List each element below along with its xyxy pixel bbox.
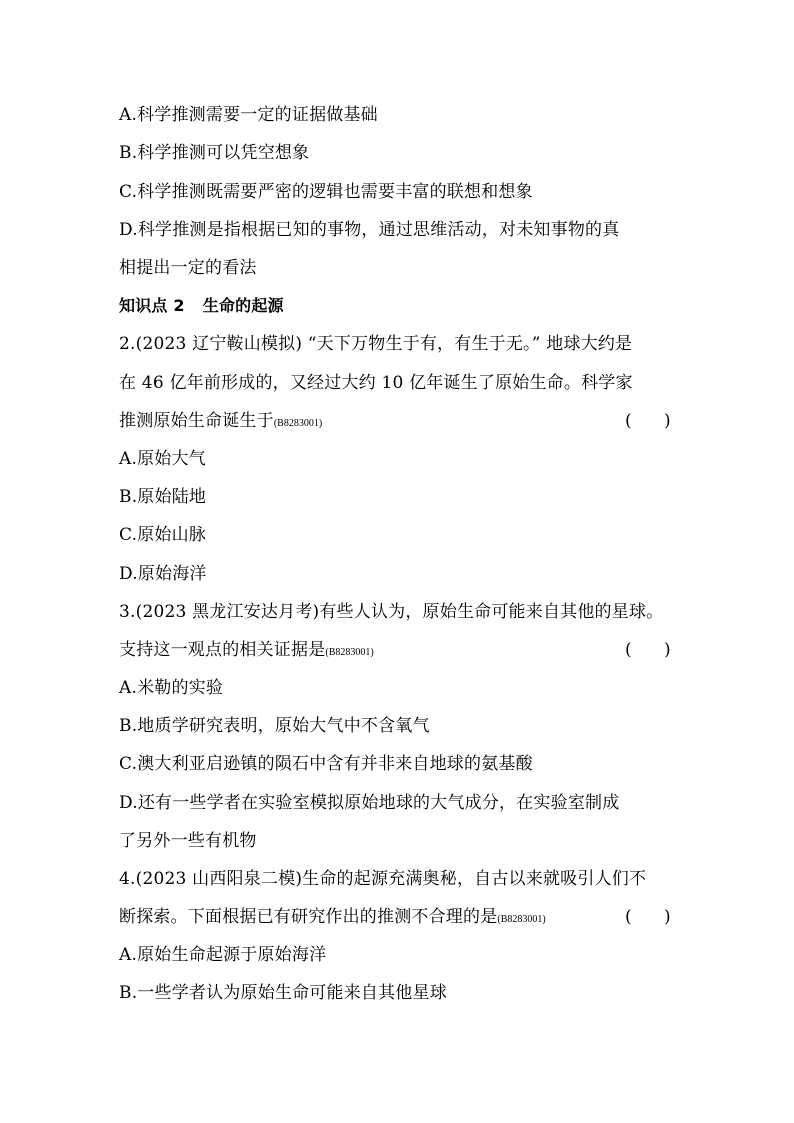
q3-stem-text: 支持这一观点的相关证据是 bbox=[119, 640, 326, 660]
q3-option-b: B.地质学研究表明，原始大气中不含氧气 bbox=[119, 716, 430, 736]
q2-option-c: C.原始山脉 bbox=[119, 525, 207, 545]
q4-stem-line1: 4.(2023 山西阳泉二模)生命的起源充满奥秘，自古以来就吸引人们不 bbox=[119, 869, 647, 889]
q3-option-d-line2: 了另外一些有机物 bbox=[119, 831, 257, 851]
q2-stem-text: 推测原始生命诞生于 bbox=[119, 411, 274, 431]
q1-option-c: C.科学推测既需要严密的逻辑也需要丰富的联想和想象 bbox=[119, 182, 533, 202]
q3-stem-line2 bbox=[119, 638, 679, 665]
q2-code: (B8283001) bbox=[273, 418, 323, 429]
q2-answer-blank: ( ) bbox=[625, 411, 671, 431]
section-heading bbox=[119, 294, 679, 318]
q3-option-a: A.米勒的实验 bbox=[119, 678, 224, 698]
q4-option-b: B.一些学者认为原始生命可能来自其他星球 bbox=[119, 983, 447, 1003]
q4-stem-line2 bbox=[119, 905, 679, 932]
q3-answer-blank: ( ) bbox=[625, 640, 671, 660]
q1-option-d-line1: D.科学推测是指根据已知的事物，通过思维活动，对未知事物的真 bbox=[119, 220, 620, 240]
q2-stem-line3 bbox=[119, 409, 679, 436]
q4-code: (B8283001) bbox=[497, 914, 546, 925]
q3-option-d-line1: D.还有一些学者在实验室模拟原始地球的大气成分，在实验室制成 bbox=[119, 793, 620, 813]
q3-code: (B8283001) bbox=[325, 647, 374, 658]
q2-stem-line2: 在 46 亿年前形成的，又经过大约 10 亿年诞生了原始生命。科学家 bbox=[119, 373, 633, 393]
q2-option-a: A.原始大气 bbox=[119, 449, 206, 469]
q1-option-d-line2: 相提出一定的看法 bbox=[119, 258, 257, 278]
q3-option-c: C.澳大利亚启逊镇的陨石中含有并非来自地球的氨基酸 bbox=[119, 754, 533, 774]
q2-option-d: D.原始海洋 bbox=[119, 564, 207, 584]
section-label: 知识点 2 bbox=[119, 296, 185, 315]
q1-option-b: B.科学推测可以凭空想象 bbox=[119, 143, 310, 163]
q2-stem-line1: 2.(2023 辽宁鞍山模拟) “天下万物生于有，有生于无。” 地球大约是 bbox=[119, 334, 633, 354]
section-title: 生命的起源 bbox=[202, 296, 284, 315]
q1-option-a: A.科学推测需要一定的证据做基础 bbox=[119, 105, 378, 125]
q3-stem-line1: 3.(2023 黑龙江安达月考)有些人认为，原始生命可能来自其他的星球。 bbox=[119, 602, 664, 622]
q4-stem-text: 断探索。下面根据已有研究作出的推测不合理的是 bbox=[119, 907, 498, 927]
q2-option-b: B.原始陆地 bbox=[119, 487, 207, 507]
q4-answer-blank: ( ) bbox=[625, 907, 671, 927]
q4-option-a: A.原始生命起源于原始海洋 bbox=[119, 945, 327, 965]
